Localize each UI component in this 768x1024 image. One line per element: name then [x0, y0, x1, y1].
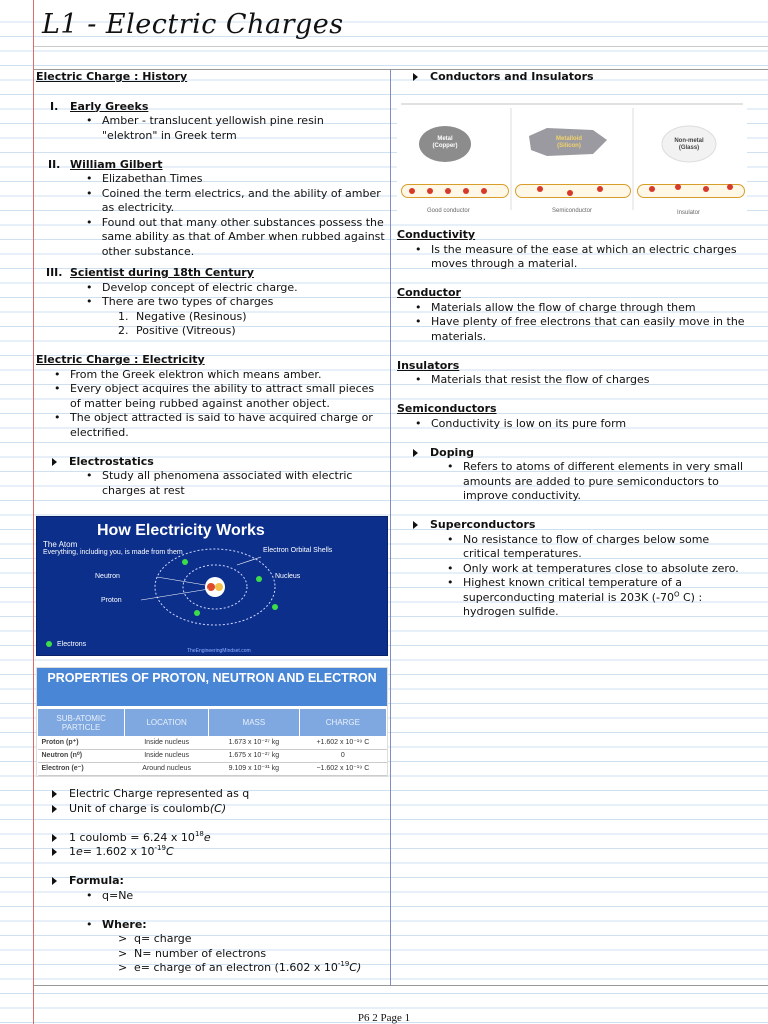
properties-grid: SUB-ATOMIC PARTICLE LOCATION MASS CHARGE Proton (p⁺) Inside nucleus 1.673 x 10⁻²⁷ kg +1.602 x 10⁻¹⁹ C Neutron (n⁰) Inside nucleus 1.675 x 10⁻²⁷ kg 0 Electron (e⁻) Around nucleus 9.109 x 10⁻³¹ kg −1.602 x 10⁻¹⁹ C: [37, 708, 387, 776]
formula-heading: Formula:: [69, 874, 124, 887]
history-heading: Electric Charge : History: [36, 70, 188, 83]
insulator-caption: Insulator: [677, 210, 701, 216]
list-item: The object attracted is said to have acquired charge or electrified.: [70, 411, 373, 439]
list-item: No resistance to flow of charges below some critical temperatures.: [463, 532, 710, 560]
where-heading: Where:: [102, 917, 147, 931]
definition-item: N= number of electrons: [134, 946, 267, 960]
charge-symbol-note: Electric Charge represented as q: [69, 787, 250, 800]
page-title: L1 - Electric Charges: [42, 9, 344, 40]
conductor-samples-icon: [397, 98, 747, 216]
nucleus-label: Nucleus: [275, 573, 301, 580]
triangle-bullet-icon: [52, 458, 57, 466]
section-number: I.: [50, 99, 59, 113]
list-item: There are two types of charges: [102, 295, 274, 308]
early-greeks-heading: Early Greeks: [70, 99, 149, 113]
section-number: II.: [48, 157, 61, 171]
electrostatics-heading: Electrostatics: [69, 454, 154, 468]
table-row: Proton (p⁺) Inside nucleus 1.673 x 10⁻²⁷ kg +1.602 x 10⁻¹⁹ C: [38, 737, 387, 750]
metalloid-label: Metalloid (Silicon): [555, 136, 582, 149]
table-row: Electron (e⁻) Around nucleus 9.109 x 10⁻³¹ kg −1.602 x 10⁻¹⁹ C: [38, 763, 387, 776]
right-notes: Conductivity • Is the measure of the ease at which an electric charges moves through a material. Conductor • Materials allow the flow of charge through them • Have plenty of free electrons that can easily move in the materials. Insulators • Materials that resist the flow of charges Semiconductors • Conductivity is low on its pure form Doping • Refers to atoms of different elements in very small amounts are added to pure semiconductors to improve conductivity. Superconductors • No resistance to flow of charges below some critical temperatures. • Only work at temperatures close to absolute zero. • Highest known critical temperature of a superconducting material is 203K ($-70^O$ C) : hydrogen sulfide.: [397, 228, 763, 620]
image-subtitle: The Atom: [43, 540, 78, 549]
semiconductor-caption: Semiconductor: [552, 208, 593, 214]
list-item: Every object acquires the ability to attract small pieces of matter being rubbed against another object.: [70, 382, 375, 410]
triangle-bullet-icon: [413, 73, 418, 81]
atom-diagram-icon: [37, 517, 388, 656]
triangle-bullet-icon: [52, 805, 57, 813]
triangle-bullet-icon: [413, 449, 418, 457]
how-electricity-works-image: [36, 516, 388, 656]
list-item: Elizabethan Times: [102, 172, 203, 185]
table-row: Neutron (n⁰) Inside nucleus 1.675 x 10⁻²⁷ kg 0: [38, 750, 387, 763]
conductor-heading: Conductor: [397, 286, 461, 299]
left-column: Electric Charge : History I. Early Greeks • Amber - translucent yellowish pine resin "elektron" in Greek term II. William Gilbert • Elizabethan Times • Coined the term electrics, and the ability of amber as electricity. • Found out that many other substances possess the same ability as that of Amber when rubbed against other substance. III. Scientist during 18th Century • Develop concept of electric charge. • There are two types of charges 1. Negative (Resinous) 2. Positive (Vitreous) Electric Charge : Electricity • From the Greek elektron which means amber. • Every object acquires the ability to attract small pieces of matter being rubbed against another object. • The object attracted is said to have acquired charge or electrified. Electrostatics • Study all phenomena associated with electric charges at rest: [36, 70, 388, 498]
image-credit: TheEngineeringMindset.com: [187, 648, 251, 654]
definition-item: q= charge: [134, 932, 192, 945]
section-number: III.: [46, 266, 63, 279]
shells-label: Electron Orbital Shells: [263, 547, 333, 554]
properties-table-image: [36, 667, 388, 777]
list-item: "elektron" in Greek term: [102, 128, 237, 142]
sub-list-item: Negative (Resinous): [136, 309, 247, 323]
gilbert-heading: William Gilbert: [70, 157, 163, 171]
conductivity-heading: Conductivity: [397, 228, 476, 241]
elementary-charge-note: = 1.602 x 10: [82, 845, 155, 858]
list-item: Study all phenomena associated with electric charges at rest: [102, 469, 353, 497]
superconductors-heading: Superconductors: [430, 518, 536, 531]
sub-list-item: Positive (Vitreous): [136, 324, 236, 337]
list-item: Materials allow the flow of charge through them: [431, 300, 696, 314]
triangle-bullet-icon: [52, 848, 57, 856]
page-footer: P6 2 Page 1: [357, 1012, 411, 1024]
list-item: From the Greek elektron which means amber.: [70, 367, 322, 381]
semiconductors-heading: Semiconductors: [397, 402, 497, 415]
right-column: [397, 70, 763, 85]
column-divider: [390, 69, 391, 986]
charge-notes: Electric Charge represented as q Unit of charge is coulomb (C) 1 coulomb = 6.24 x 10 18 e 1 e = 1.602 x 10 -19 C Formula: • q=Ne • Where: > q= charge > N= number of electrons > e= charge of an electron (1.602 x 10 -19 C): [36, 787, 388, 976]
metal-label: Metal (Copper): [432, 136, 458, 149]
title-rule: [34, 46, 768, 47]
list-item: Amber - translucent yellowish pine resin: [102, 114, 324, 127]
list-item: Materials that resist the flow of charges: [431, 373, 650, 386]
insulators-heading: Insulators: [397, 358, 460, 372]
list-item: Refers to atoms of different elements in very small amounts are added to pure semiconductors to improve conductivity.: [463, 460, 744, 502]
triangle-bullet-icon: [52, 877, 57, 885]
triangle-bullet-icon: [52, 834, 57, 842]
electrons-label: Electrons: [57, 641, 87, 648]
triangle-bullet-icon: [52, 790, 57, 798]
image-tagline: Everything, including you, is made from them: [43, 549, 183, 556]
scientists-heading: Scientist during 18th Century: [70, 266, 254, 279]
list-item: Have plenty of free electrons that can easily move in the materials.: [431, 315, 745, 343]
conductors-insulators-heading: Conductors and Insulators: [430, 70, 594, 83]
proton-label: Proton: [101, 597, 122, 604]
triangle-bullet-icon: [413, 521, 418, 529]
conductors-image: [397, 98, 747, 216]
list-item: Coined the term electrics, and the ability of amber as electricity.: [101, 186, 381, 214]
electricity-heading: Electric Charge : Electricity: [36, 353, 205, 366]
neutron-label: Neutron: [95, 573, 120, 580]
good-conductor-caption: Good conductor: [427, 208, 470, 214]
list-item: Is the measure of the ease at which an electric charges moves through a material.: [431, 242, 737, 270]
nonmetal-label: Non-metal (Glass): [674, 138, 704, 151]
list-item: Only work at temperatures close to absolute zero.: [463, 561, 739, 575]
formula: q=Ne: [102, 888, 134, 902]
doping-heading: Doping: [430, 445, 475, 459]
unit-note: Unit of charge is coulomb: [69, 801, 210, 815]
list-item: Highest known critical temperature of a superconducting material is 203K ($-70^O$ C) : hydrogen sulfide.: [463, 576, 703, 618]
image-title: How Electricity Works: [97, 522, 265, 539]
definition-item: e= charge of an electron (1.602 x 10: [134, 961, 338, 974]
list-item: Develop concept of electric charge.: [102, 280, 298, 294]
list-item: Conductivity is low on its pure form: [431, 416, 627, 430]
coulomb-note: 1 coulomb = 6.24 x 10: [69, 830, 195, 844]
properties-title: PROPERTIES OF PROTON, NEUTRON AND ELECTRON: [37, 668, 387, 706]
list-item: Found out that many other substances possess the same ability as that of Amber when rubbed against other substance.: [101, 215, 385, 258]
